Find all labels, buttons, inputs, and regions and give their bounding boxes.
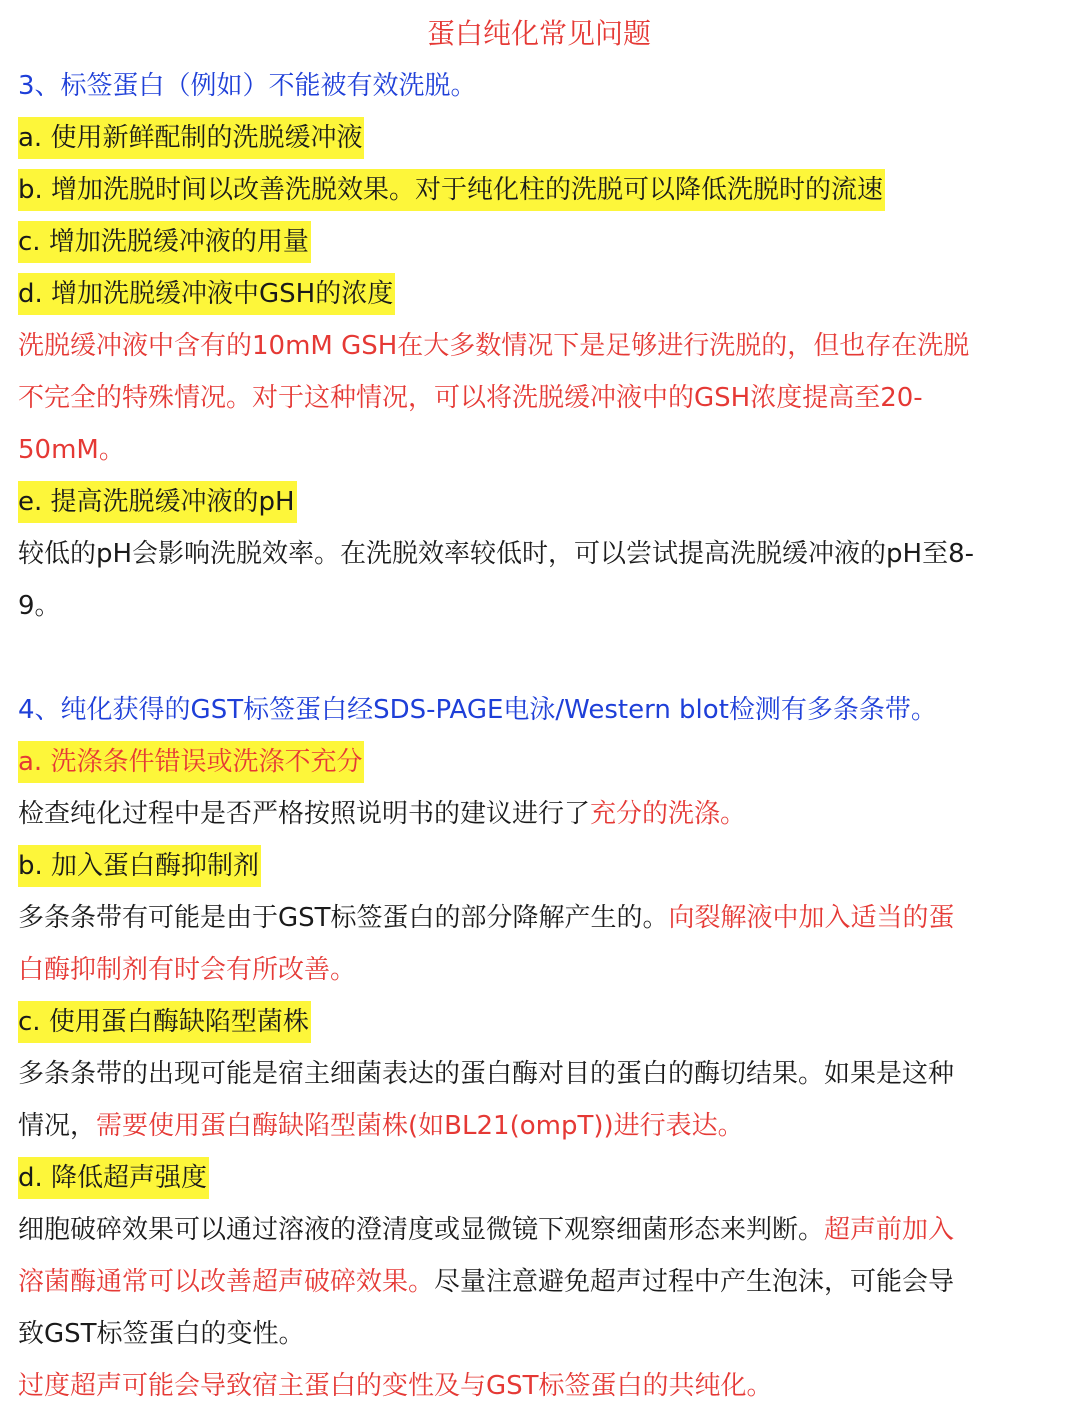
section-4-item-c-note-red: 需要使用蛋白酶缺陷型菌株(如BL21(ompT))进行表达。	[96, 1111, 744, 1141]
section-4-item-b-note-red-1: 向裂解液中加入适当的蛋	[668, 903, 955, 933]
section-4-item-d-note-2-red: 溶菌酶通常可以改善超声破碎效果。	[18, 1267, 435, 1297]
section-4-item-a-note	[18, 788, 1060, 840]
section-3-item-d-note-line-1: 洗脱缓冲液中含有的10mM GSH在大多数情况下是足够进行洗脱的，但也存在洗脱	[18, 331, 970, 361]
page-title: 蛋白纯化常见问题	[426, 17, 651, 50]
section-4-item-d-note-line-3: 致GST标签蛋白的变性。	[18, 1319, 305, 1349]
section-4-item-b-note-line-2: 白酶抑制剂有时会有所改善。	[18, 955, 357, 985]
section-4-item-a: a. 洗涤条件错误或洗涤不充分	[18, 741, 364, 783]
section-4-item-b: b. 加入蛋白酶抑制剂	[18, 845, 261, 887]
section-3-item-d-note-line-3: 50mM。	[18, 435, 125, 465]
section-4-item-b-note-line-1	[18, 892, 1060, 944]
section-3-item-d-note-line-2: 不完全的特殊情况。对于这种情况，可以将洗脱缓冲液中的GSH浓度提高至20-	[18, 383, 923, 413]
section-4-item-c: c. 使用蛋白酶缺陷型菌株	[18, 1001, 311, 1043]
section-4-item-c-note-dark: 情况，	[18, 1111, 97, 1141]
section-3-heading: 3、标签蛋白（例如）不能被有效洗脱。	[18, 71, 477, 101]
section-4-item-b-note-dark: 多条条带有可能是由于GST标签蛋白的部分降解产生的。	[18, 903, 669, 933]
section-4-item-a-note-dark: 检查纯化过程中是否严格按照说明书的建议进行了	[18, 799, 591, 829]
section-4-item-d-note-2-dark: 尽量注意避免超声过程中产生泡沫，可能会导	[434, 1267, 955, 1297]
section-4-item-c-note-line-2	[18, 1100, 1060, 1152]
section-3-item-e-note-line-1: 较低的pH会影响洗脱效率。在洗脱效率较低时，可以尝试提高洗脱缓冲液的pH至8-	[18, 539, 975, 569]
section-4-item-d-note-1-red: 超声前加入	[824, 1215, 955, 1245]
section-4-item-d-note-line-4: 过度超声可能会导致宿主蛋白的变性及与GST标签蛋白的共纯化。	[18, 1371, 773, 1401]
section-4-item-a-note-red: 充分的洗涤。	[590, 799, 747, 829]
section-3-item-e-note-line-2: 9。	[18, 591, 61, 621]
section-3-item-e: e. 提高洗脱缓冲液的pH	[18, 481, 297, 523]
section-4-item-d-note-line-1	[18, 1204, 1060, 1256]
section-3-item-b: b. 增加洗脱时间以改善洗脱效果。对于纯化柱的洗脱可以降低洗脱时的流速	[18, 169, 885, 211]
section-4-item-c-note-line-1: 多条条带的出现可能是宿主细菌表达的蛋白酶对目的蛋白的酶切结果。如果是这种	[18, 1059, 955, 1089]
section-4-heading: 4、纯化获得的GST标签蛋白经SDS-PAGE电泳/Western blot检测有多条条带。	[18, 695, 937, 725]
section-4-item-d-note-line-2	[18, 1256, 1060, 1308]
section-3-item-d: d. 增加洗脱缓冲液中GSH的浓度	[18, 273, 395, 315]
section-3-item-c: c. 增加洗脱缓冲液的用量	[18, 221, 311, 263]
section-4-item-d: d. 降低超声强度	[18, 1157, 209, 1199]
section-spacer	[18, 632, 1060, 684]
section-3-item-a: a. 使用新鲜配制的洗脱缓冲液	[18, 117, 364, 159]
section-4-item-d-note-1-dark: 细胞破碎效果可以通过溶液的澄清度或显微镜下观察细菌形态来判断。	[18, 1215, 825, 1245]
